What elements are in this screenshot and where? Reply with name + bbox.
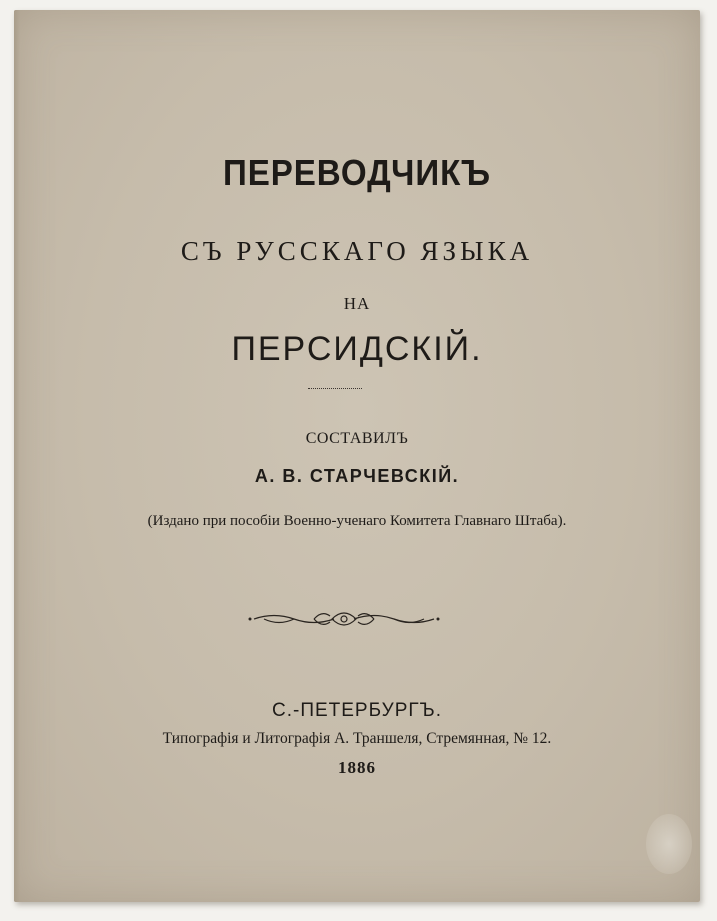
printer-info: Типографія и Литографія А. Траншеля, Стремянная, № 12.	[162, 730, 552, 747]
publication-note: (Издано при пособіи Военно-ученаго Комитета Главнаго Штаба).	[147, 513, 567, 529]
preposition-text: НА	[343, 294, 371, 313]
publication-year: 1886	[338, 758, 376, 777]
book-title: ПЕРЕВОДЧИКЪ	[223, 152, 491, 193]
compiled-by-label: СОСТАВИЛЪ	[305, 430, 409, 447]
book-subtitle: СЪ РУССКАГО ЯЗЫКА	[180, 236, 534, 266]
paper-stain	[646, 814, 692, 874]
book-cover	[14, 10, 700, 902]
author-name: А. В. СТАРЧЕВСКІЙ.	[254, 466, 460, 486]
decorative-flourish-icon	[244, 604, 444, 634]
dotted-divider	[308, 388, 362, 389]
target-language: ПЕРСИДСКІЙ.	[231, 330, 483, 368]
publication-city: С.-ПЕТЕРБУРГЪ.	[272, 700, 442, 721]
